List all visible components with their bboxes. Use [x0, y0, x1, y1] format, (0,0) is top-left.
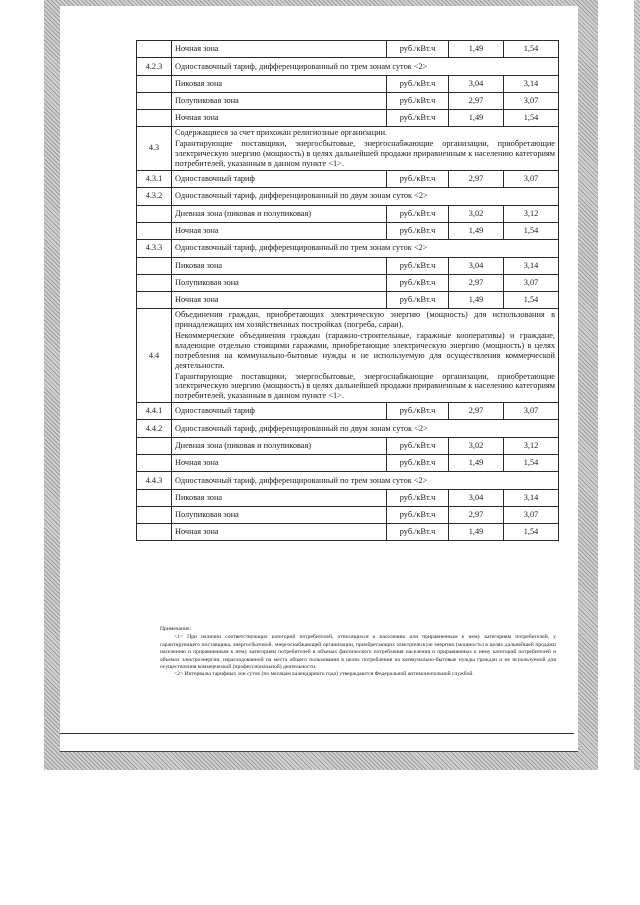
tariff-value-period-1: 3,04: [449, 257, 504, 274]
tariff-value-period-1: 1,49: [449, 524, 504, 541]
tariff-value-period-1: 2,97: [449, 403, 504, 420]
unit-cell: руб./кВт.ч: [387, 490, 449, 507]
tariff-zone-name: Ночная зона: [172, 222, 387, 239]
table-row: [137, 41, 559, 58]
description-paragraph: Гарантирующие поставщики, энергосбытовые, энергоснабжающие организации, приобретающие электрическую энергию (мощность) в целях дальнейшей продажи приравненным к населению категориям потребителей, указанным в данном пункте <1>.: [175, 371, 555, 401]
description-paragraph: Некоммерческие объединения граждан (гаражно-строительные, гаражные кооперативы) и граждане, владеющие отдельно стоящими гаражами, приобретающие электрическую энергию (мощность) в целях потребления на коммунально-бытовые нужды и не используемую для осуществления коммерческой деятельности.: [175, 330, 555, 370]
consumer-category-description: [172, 127, 559, 171]
row-number: [137, 41, 172, 58]
row-number: [137, 507, 172, 524]
tariff-zone-name: Ночная зона: [172, 455, 387, 472]
row-number: [137, 274, 172, 291]
tariff-value-period-2: 1,54: [504, 41, 559, 58]
row-number: 4.3.3: [137, 239, 172, 257]
description-paragraph: Гарантирующие поставщики, энергосбытовые, энергоснабжающие организации, приобретающие электрическую энергию (мощность) в целях дальнейшей продажи приравненным к населению категориям потребителей, указанным в данном пункте <1>.: [175, 138, 555, 168]
tariff-value-period-2: 3,14: [504, 76, 559, 93]
unit-cell: руб./кВт.ч: [387, 170, 449, 187]
tariff-zone-name: Пиковая зона: [172, 257, 387, 274]
tariff-value-period-1: 1,49: [449, 41, 504, 58]
table-row: [137, 110, 559, 127]
unit-cell: руб./кВт.ч: [387, 257, 449, 274]
tariff-group-heading: Одноставочный тариф, дифференцированный по двум зонам суток <2>: [172, 420, 559, 438]
table-row: [137, 127, 559, 171]
tariff-value-period-1: 3,02: [449, 205, 504, 222]
table-row: [137, 58, 559, 76]
tariff-value-period-2: 3,07: [504, 403, 559, 420]
unit-cell: руб./кВт.ч: [387, 291, 449, 308]
row-number: 4.3.2: [137, 187, 172, 205]
table-row: [137, 170, 559, 187]
unit-cell: руб./кВт.ч: [387, 455, 449, 472]
table-row: [137, 222, 559, 239]
row-number: 4.4.2: [137, 420, 172, 438]
tariff-value-period-2: 3,07: [504, 507, 559, 524]
row-number: [137, 438, 172, 455]
row-number: [137, 110, 172, 127]
tariff-table-body: [137, 41, 559, 541]
tariff-group-heading: Одноставочный тариф, дифференцированный по трем зонам суток <2>: [172, 239, 559, 257]
table-row: [137, 490, 559, 507]
consumer-category-description: [172, 308, 559, 403]
tariff-zone-name: Дневная зона (пиковая и полупиковая): [172, 438, 387, 455]
tariff-value-period-2: 3,07: [504, 274, 559, 291]
tariff-zone-name: Ночная зона: [172, 110, 387, 127]
tariff-zone-name: Пиковая зона: [172, 76, 387, 93]
table-row: [137, 420, 559, 438]
table-row: [137, 455, 559, 472]
row-number: [137, 222, 172, 239]
tariff-value-period-1: 2,97: [449, 170, 504, 187]
tariff-value-period-1: 1,49: [449, 455, 504, 472]
row-number: [137, 205, 172, 222]
row-number: 4.2.3: [137, 58, 172, 76]
unit-cell: руб./кВт.ч: [387, 274, 449, 291]
table-row: [137, 274, 559, 291]
unit-cell: руб./кВт.ч: [387, 205, 449, 222]
row-number: [137, 291, 172, 308]
tariff-zone-name: Полупиковая зона: [172, 507, 387, 524]
notes-section: [160, 626, 556, 679]
row-number: [137, 455, 172, 472]
tariff-zone-name: Пиковая зона: [172, 490, 387, 507]
description-paragraph: Объединения граждан, приобретающих электрическую энергию (мощность) для использования в принадлежащих им хозяйственных постройках (погреба, сараи).: [175, 309, 555, 329]
tariff-value-period-1: 3,02: [449, 438, 504, 455]
tariff-value-period-2: 1,54: [504, 291, 559, 308]
page-bottom-rule: [60, 733, 574, 734]
unit-cell: руб./кВт.ч: [387, 507, 449, 524]
unit-cell: руб./кВт.ч: [387, 222, 449, 239]
tariff-value-period-2: 1,54: [504, 455, 559, 472]
tariff-value-period-2: 3,07: [504, 93, 559, 110]
row-number: [137, 257, 172, 274]
tariff-value-period-1: 2,97: [449, 274, 504, 291]
unit-cell: руб./кВт.ч: [387, 403, 449, 420]
tariff-zone-name: Одноставочный тариф: [172, 403, 387, 420]
table-row: [137, 524, 559, 541]
table-row: [137, 291, 559, 308]
row-number: [137, 490, 172, 507]
table-row: [137, 239, 559, 257]
tariff-value-period-1: 2,97: [449, 93, 504, 110]
unit-cell: руб./кВт.ч: [387, 110, 449, 127]
table-row: [137, 507, 559, 524]
scan-edge-shade: [634, 0, 640, 770]
tariff-value-period-1: 1,49: [449, 291, 504, 308]
table-row: [137, 308, 559, 403]
tariff-value-period-2: 3,12: [504, 438, 559, 455]
row-number: [137, 76, 172, 93]
table-row: [137, 403, 559, 420]
tariff-value-period-2: 3,14: [504, 257, 559, 274]
tariff-value-period-2: 1,54: [504, 110, 559, 127]
table-row: [137, 205, 559, 222]
tariff-zone-name: Ночная зона: [172, 41, 387, 58]
tariff-value-period-2: 1,54: [504, 222, 559, 239]
tariff-group-heading: Одноставочный тариф, дифференцированный по трем зонам суток <2>: [172, 58, 559, 76]
table-row: [137, 76, 559, 93]
row-number: 4.4.1: [137, 403, 172, 420]
row-number: 4.3.1: [137, 170, 172, 187]
row-number: [137, 93, 172, 110]
row-number: 4.3: [137, 127, 172, 171]
row-number: 4.4: [137, 308, 172, 403]
unit-cell: руб./кВт.ч: [387, 76, 449, 93]
row-number: [137, 524, 172, 541]
tariff-zone-name: Дневная зона (пиковая и полупиковая): [172, 205, 387, 222]
table-row: [137, 472, 559, 490]
tariff-value-period-1: 3,04: [449, 76, 504, 93]
tariff-value-period-2: 1,54: [504, 524, 559, 541]
footnote-1: <1> При наличии соответствующих категорий потребителей, относящихся к населению или приравненным к нему категориям потребителей, у гарантирующего поставщика, энергосбытовой, энергоснабжающей организации, приобретающих электрическую энергию (мощность) в целях дальнейшей продажи населению и приравненным к нему категориям потребителей в объемах фактического потребления населения и приравненных к нему категорий потребителей и объемах электроэнергии, израсходованной на места общего пользования в целях потребления на коммунально-бытовые нужды граждан и не используемой для осуществления коммерческой (профессиональной) деятельности.: [160, 634, 556, 670]
footnote-2: <2> Интервалы тарифных зон суток (по месяцам календарного года) утверждаются Федеральной антимонопольной службой.: [174, 671, 474, 678]
table-row: [137, 187, 559, 205]
table-row: [137, 438, 559, 455]
tariff-zone-name: Полупиковая зона: [172, 274, 387, 291]
unit-cell: руб./кВт.ч: [387, 41, 449, 58]
tariff-value-period-1: 3,04: [449, 490, 504, 507]
tariff-value-period-2: 3,07: [504, 170, 559, 187]
tariff-table: [136, 40, 559, 541]
tariff-zone-name: Ночная зона: [172, 291, 387, 308]
notes-heading: Примечание:: [160, 626, 192, 632]
tariff-value-period-2: 3,12: [504, 205, 559, 222]
row-number: 4.4.3: [137, 472, 172, 490]
tariff-zone-name: Ночная зона: [172, 524, 387, 541]
table-row: [137, 93, 559, 110]
table-row: [137, 257, 559, 274]
unit-cell: руб./кВт.ч: [387, 524, 449, 541]
tariff-group-heading: Одноставочный тариф, дифференцированный по двум зонам суток <2>: [172, 187, 559, 205]
unit-cell: руб./кВт.ч: [387, 93, 449, 110]
description-paragraph: Содержащиеся за счет прихожан религиозные организации.: [175, 128, 388, 137]
tariff-zone-name: Полупиковая зона: [172, 93, 387, 110]
tariff-group-heading: Одноставочный тариф, дифференцированный по трем зонам суток <2>: [172, 472, 559, 490]
tariff-value-period-2: 3,14: [504, 490, 559, 507]
tariff-value-period-1: 1,49: [449, 222, 504, 239]
tariff-value-period-1: 2,97: [449, 507, 504, 524]
unit-cell: руб./кВт.ч: [387, 438, 449, 455]
tariff-zone-name: Одноставочный тариф: [172, 170, 387, 187]
tariff-value-period-1: 1,49: [449, 110, 504, 127]
